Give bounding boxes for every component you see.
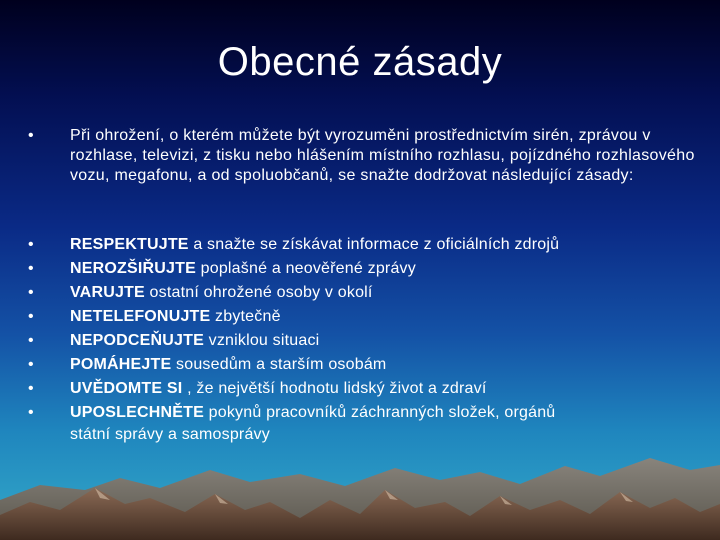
item-keyword: NETELEFONUJTE	[70, 308, 211, 325]
mountain-range-illustration	[0, 430, 720, 540]
bullet: •	[28, 404, 34, 421]
list-item	[28, 233, 698, 257]
list-item	[28, 329, 698, 353]
item-text: a snažte se získávat informace z oficiálních zdrojů	[188, 236, 560, 253]
list-item	[28, 257, 698, 281]
list-item	[28, 281, 698, 305]
bullet: •	[28, 284, 34, 301]
item-text: zbytečně	[210, 308, 281, 325]
item-text: pokynů pracovníků záchranných složek, orgánů	[203, 404, 556, 421]
item-text: sousedům a starším osobám	[171, 356, 387, 373]
list-item	[28, 353, 698, 377]
item-text: poplašné a neověřené zprávy	[195, 260, 416, 277]
list-item	[28, 377, 698, 401]
item-keyword: UPOSLECHNĚTE	[70, 404, 204, 421]
list-item	[28, 305, 698, 329]
intro-paragraph	[28, 126, 698, 186]
bullet: •	[28, 260, 34, 277]
bullet: •	[28, 380, 34, 397]
item-text: vzniklou situaci	[203, 332, 320, 349]
slide-title: Obecné zásady	[217, 40, 503, 84]
item-keyword: RESPEKTUJTE	[70, 236, 189, 253]
item-keyword: NEROZŠIŘUJTE	[70, 260, 196, 277]
item-keyword: UVĚDOMTE SI	[70, 380, 183, 397]
intro-text: Při ohrožení, o kterém můžete být vyrozuměni prostřednictvím sirén, zprávou v rozhlase, televizi, z tisku nebo hlášením místního rozhlasu, pojízdného rozhlasového vozu, megafonu, a od spoluobčanů, se snažte dodržovat následující zásady:	[70, 127, 695, 184]
bullet: •	[28, 127, 34, 144]
item-text: ostatní ohrožené osoby v okolí	[144, 284, 373, 301]
item-keyword: VARUJTE	[70, 284, 145, 301]
item-continuation: státní správy a samosprávy	[70, 426, 270, 443]
item-keyword: NEPODCEŇUJTE	[70, 332, 204, 349]
bullet: •	[28, 332, 34, 349]
bullet: •	[28, 236, 34, 253]
bullet: •	[28, 308, 34, 325]
item-keyword: POMÁHEJTE	[70, 356, 172, 373]
bullet: •	[28, 356, 34, 373]
item-text: , že největší hodnotu lidský život a zdraví	[182, 380, 487, 397]
principles-list	[28, 233, 698, 445]
